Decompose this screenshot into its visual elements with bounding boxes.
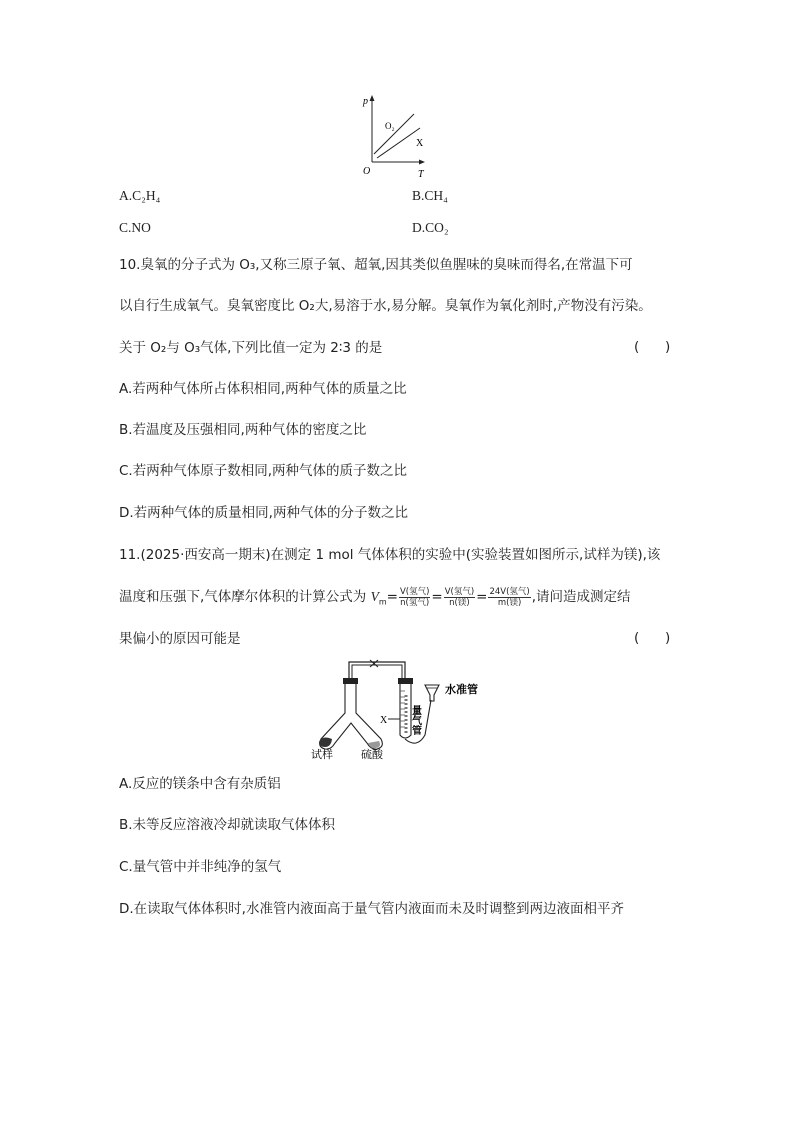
equals-1: = [386,589,398,605]
q11-stem-line1: 11.(2025·西安高一期末)在测定 1 mol 气体体积的实验中(实验装置如图所示,试样为镁),该 [119,547,661,563]
label-measuring-tube: 量气管 [409,705,421,735]
q10-stem-line2: 以自行生成氧气。臭氧密度比 O₂大,易溶于水,易分解。臭氧作为氧化剂时,产物没有污染。 [119,298,652,314]
q9-option-b: B.CH₄ [412,188,448,203]
q11-line2-prefix: 温度和压强下,气体摩尔体积的计算公式为 [119,589,371,605]
q10-option-d: D.若两种气体的质量相同,两种气体的分子数之比 [119,505,408,521]
q10-option-a: A.若两种气体所占体积相同,两种气体的质量之比 [119,381,407,397]
vm-subscript: m [378,597,387,607]
q10-answer-blank: ( ) [634,339,671,355]
q11-option-c: C.量气管中并非纯净的氢气 [119,859,282,875]
q11-stem-line2 [119,586,631,614]
q10-option-c: C.若两种气体原子数相同,两种气体的质子数之比 [119,463,408,479]
fraction-2 [444,587,475,608]
x-label: X [416,138,424,149]
q9-option-c: C.NO [119,220,151,235]
t-axis-label: T [418,169,424,180]
fraction-1 [399,587,430,608]
label-acid: 硫酸 [361,749,383,760]
q10-stem-line1: 10.臭氧的分子式为 O₃,又称三原子氧、超氧,因其类似鱼腥味的臭味而得名,在常温下可 [119,257,633,273]
q9-option-d: D.CO₂ [412,220,449,235]
fraction-2-den: n(镁) [449,597,470,608]
label-sample: 试样 [311,749,333,760]
fraction-3-num: 24V(氢气) [489,586,530,597]
vm-symbol: V [370,589,379,604]
q10-option-b: B.若温度及压强相同,两种气体的密度之比 [119,422,367,438]
o2-label: O₂ [385,121,395,131]
origin-label: O [363,166,371,177]
x-line [377,128,420,158]
q11-answer-blank: ( ) [634,630,671,646]
q9-option-a: A.C₂H₄ [119,188,161,203]
q11-option-d: D.在读取气体体积时,水准管内液面高于量气管内液面而未及时调整到两边液面相平齐 [119,901,624,917]
fraction-1-den: n(氢气) [400,597,430,608]
q11-option-b: B.未等反应溶液冷却就读取气体体积 [119,817,336,833]
fraction-1-num: V(氢气) [399,586,430,597]
fraction-3-den: m(镁) [497,597,522,608]
q11-stem-line3: 果偏小的原因可能是 [119,631,241,647]
label-level-tube: 水准管 [445,684,478,696]
q10-stem-line3: 关于 O₂与 O₃气体,下列比值一定为 2∶3 的是 [119,340,383,356]
equals-2: = [431,589,443,605]
gas-volume-apparatus-diagram [305,655,505,760]
equals-3: = [476,589,488,605]
o2-line [374,114,414,154]
pressure-temperature-graph [358,92,428,180]
p-axis-label: p [363,96,368,107]
fraction-2-num: V(氢气) [444,586,475,597]
label-x: X [380,715,388,726]
q11-line2-suffix: ,请问造成测定结 [531,589,631,605]
q11-option-a: A.反应的镁条中含有杂质铝 [119,776,281,792]
fraction-3 [488,587,530,608]
